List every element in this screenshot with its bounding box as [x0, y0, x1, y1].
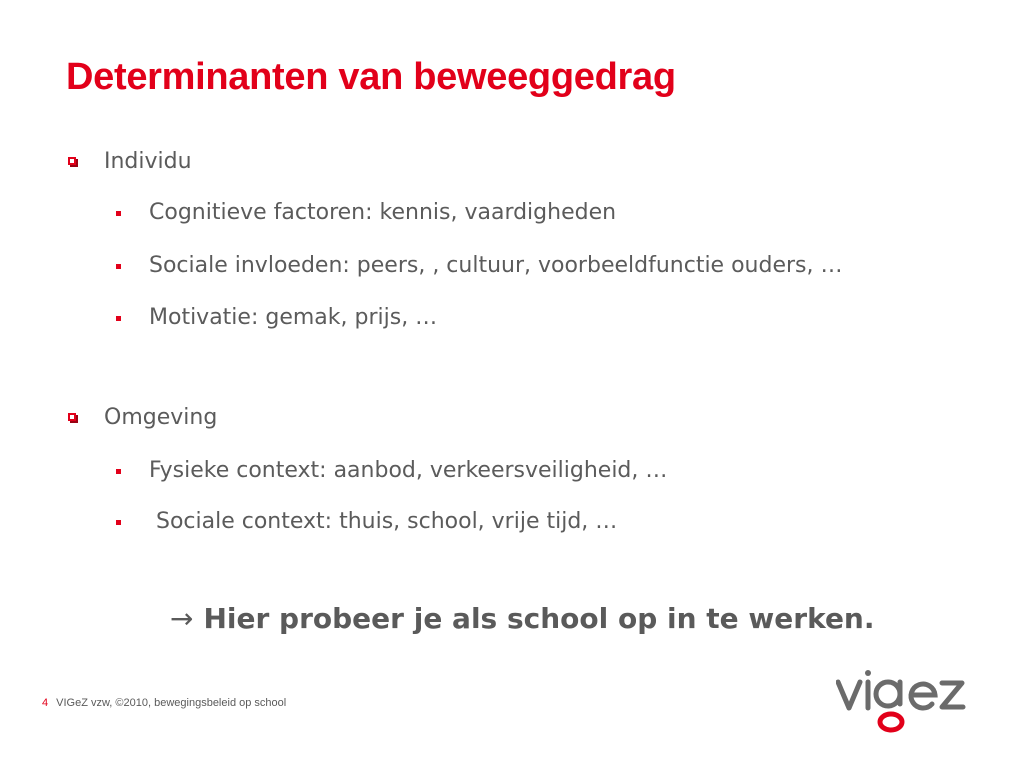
square-bullet-icon: [116, 264, 121, 269]
bullet-item: [116, 509, 617, 534]
footer-text: VIGeZ vzw, ©2010, bewegingsbeleid op school: [56, 697, 287, 709]
square-bullet-icon: [116, 469, 121, 474]
bullet-item: [116, 305, 437, 330]
bullet-section-omgeving: [68, 405, 217, 430]
bullet-item: [116, 253, 842, 278]
bullet-item: [116, 458, 667, 483]
section-label: Omgeving: [104, 405, 218, 430]
bullet-item: [116, 200, 616, 225]
square-bullet-icon: [116, 211, 121, 216]
bullet-section-individu: [68, 149, 192, 174]
square-bullet-icon: [116, 316, 121, 321]
bullet-text: Cognitieve factoren: kennis, vaardigheden: [149, 200, 617, 225]
slide-title: Determinanten van beweeggedrag: [66, 56, 676, 98]
conclusion-text: Hier probeer je als school op in te werken.: [203, 602, 875, 635]
conclusion-statement: [170, 602, 875, 635]
bullet-text: Motivatie: gemak, prijs, …: [149, 305, 438, 330]
box-bullet-icon: [68, 413, 76, 421]
bullet-text: Fysieke context: aanbod, verkeersveiligheid, …: [149, 458, 668, 483]
slide-footer: [42, 697, 286, 709]
box-bullet-icon: [68, 157, 76, 165]
page-number: 4: [42, 697, 49, 709]
square-bullet-icon: [116, 520, 121, 525]
section-label: Individu: [104, 149, 192, 174]
arrow-right-icon: →: [170, 602, 194, 635]
bullet-text: Sociale context: thuis, school, vrije tijd, …: [149, 509, 618, 534]
vigez-logo: [836, 668, 966, 738]
bullet-text: Sociale invloeden: peers, , cultuur, voorbeeldfunctie ouders, …: [149, 253, 843, 278]
